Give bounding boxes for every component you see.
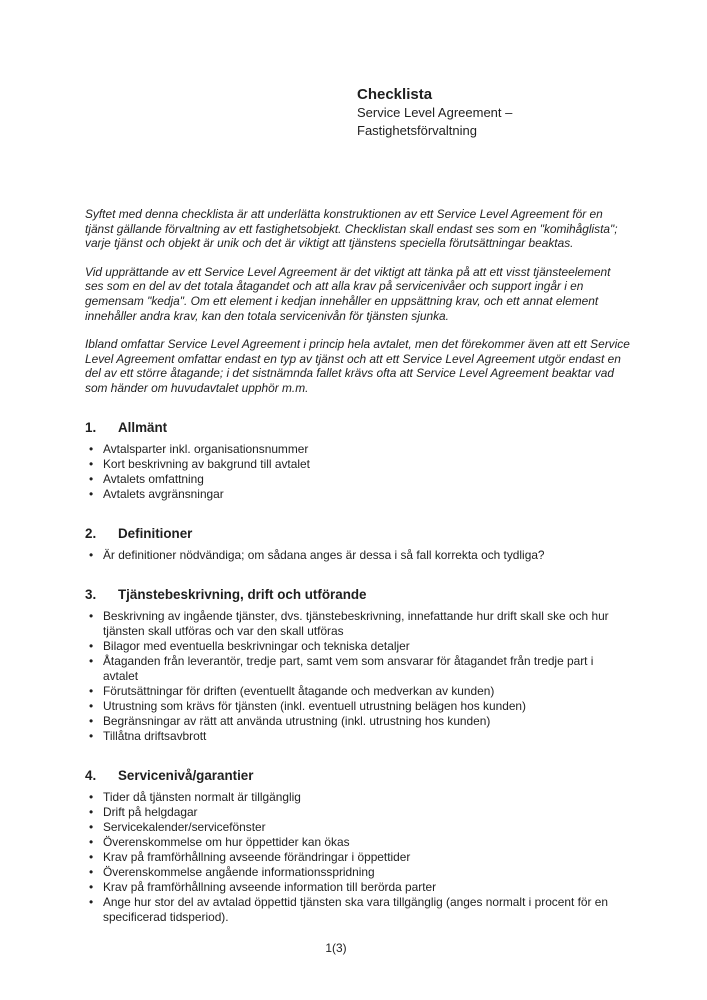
checklist-item: • Beskrivning av ingående tjänster, dvs. tjänstebeskrivning, innefattande hur drift skall ske och hur tjänsten skall utföras och var den skall utföras — [85, 609, 631, 639]
checklist-item: • Är definitioner nödvändiga; om sådana anges är dessa i så fall korrekta och tydliga? — [85, 548, 631, 563]
checklist-item: • Överenskommelse om hur öppettider kan ökas — [85, 835, 631, 850]
checklist-item: • Utrustning som krävs för tjänsten (inkl. eventuell utrustning belägen hos kunden) — [85, 699, 631, 714]
section-heading — [85, 768, 631, 784]
document-subtitle-line-2: Fastighetsförvaltning — [357, 123, 477, 138]
checklist-item: • Tider då tjänsten normalt är tillgänglig — [85, 790, 631, 805]
intro-paragraph: Vid upprättande av ett Service Level Agreement är det viktigt att tänka på att ett visst tjänsteelement ses som en del av det totala åtagandet och att alla krav på servicenivåer och support ingår i en gemensam "kedja". Om ett element i kedjan innehåller en uppsättning krav, och ett annat element innehåller andra krav, kan den totala servicenivån för tjänsten sjunka. — [85, 264, 611, 323]
checklist-item: • Tillåtna driftsavbrott — [85, 729, 631, 744]
checklist-item: • Överenskommelse angående informationsspridning — [85, 865, 631, 880]
checklist-item: • Servicekalender/servicefönster — [85, 820, 631, 835]
section-heading-text: Definitioner — [118, 525, 193, 541]
checklist-item: • Avtalets avgränsningar — [85, 487, 631, 502]
section-allmant — [85, 420, 631, 502]
section-number: 3. — [85, 586, 97, 602]
checklist-item: • Drift på helgdagar — [85, 805, 631, 820]
intro-paragraph: Ibland omfattar Service Level Agreement i princip hela avtalet, men det förekommer även att ett Service Level Agreement omfattar endast en typ av tjänst och att ett Service Level Agreement utgör endast en del av ett större åtagande; i det sistnämnda fallet krävs ofta att Service Level Agreement beaktar vad som händer om huvudavtalet upphör m.m. — [85, 337, 630, 395]
section-serviceniva — [85, 768, 631, 925]
document-subtitle-line-1: Service Level Agreement – — [357, 105, 513, 120]
section-number: 2. — [85, 525, 97, 541]
section-definitioner — [85, 526, 631, 563]
checklist-item: • Ange hur stor del av avtalad öppettid tjänsten ska vara tillgänglig (anges normalt i procent för en specificerad tidsperiod). — [85, 895, 631, 925]
section-heading-text: Servicenivå/garantier — [118, 767, 254, 783]
checklist — [85, 442, 631, 502]
checklist — [85, 790, 631, 925]
checklist-item: • Bilagor med eventuella beskrivningar och tekniska detaljer — [85, 639, 631, 654]
checklist-item: • Avtalets omfattning — [85, 472, 631, 487]
intro-paragraph: Syftet med denna checklista är att underlätta konstruktionen av ett Service Level Agreement för en tjänst gällande förvaltning av ett fastighetsobjekt. Checklistan skall endast ses som en "komihåglista"; varje tjänst och objekt är unik och det är viktigt att tjänstens speciella förutsättningar beaktas. — [85, 207, 618, 251]
checklist — [85, 609, 631, 744]
checklist-item: • Åtaganden från leverantör, tredje part, samt vem som ansvarar för åtagandet från tredje part i avtalet — [85, 654, 631, 684]
section-number: 1. — [85, 419, 97, 435]
section-heading — [85, 420, 631, 436]
section-tjanstebeskrivning — [85, 587, 631, 744]
checklist-item: • Förutsättningar för driften (eventuellt åtagande och medverkan av kunden) — [85, 684, 631, 699]
section-heading — [85, 587, 631, 603]
title-block — [357, 86, 631, 140]
document-title: Checklista — [357, 86, 433, 103]
checklist-item: • Krav på framförhållning avseende förändringar i öppettider — [85, 850, 631, 865]
document-content — [85, 86, 631, 925]
checklist-item: • Krav på framförhållning avseende information till berörda parter — [85, 880, 631, 895]
section-heading — [85, 526, 631, 542]
section-number: 4. — [85, 767, 97, 783]
section-heading-text: Tjänstebeskrivning, drift och utförande — [118, 586, 367, 602]
checklist-item: • Kort beskrivning av bakgrund till avtalet — [85, 457, 631, 472]
checklist-item: • Begränsningar av rätt att använda utrustning (inkl. utrustning hos kunden) — [85, 714, 631, 729]
page-number: 1(3) — [325, 941, 347, 955]
checklist-item: • Avtalsparter inkl. organisationsnummer — [85, 442, 631, 457]
section-heading-text: Allmänt — [118, 419, 168, 435]
checklist — [85, 548, 631, 563]
